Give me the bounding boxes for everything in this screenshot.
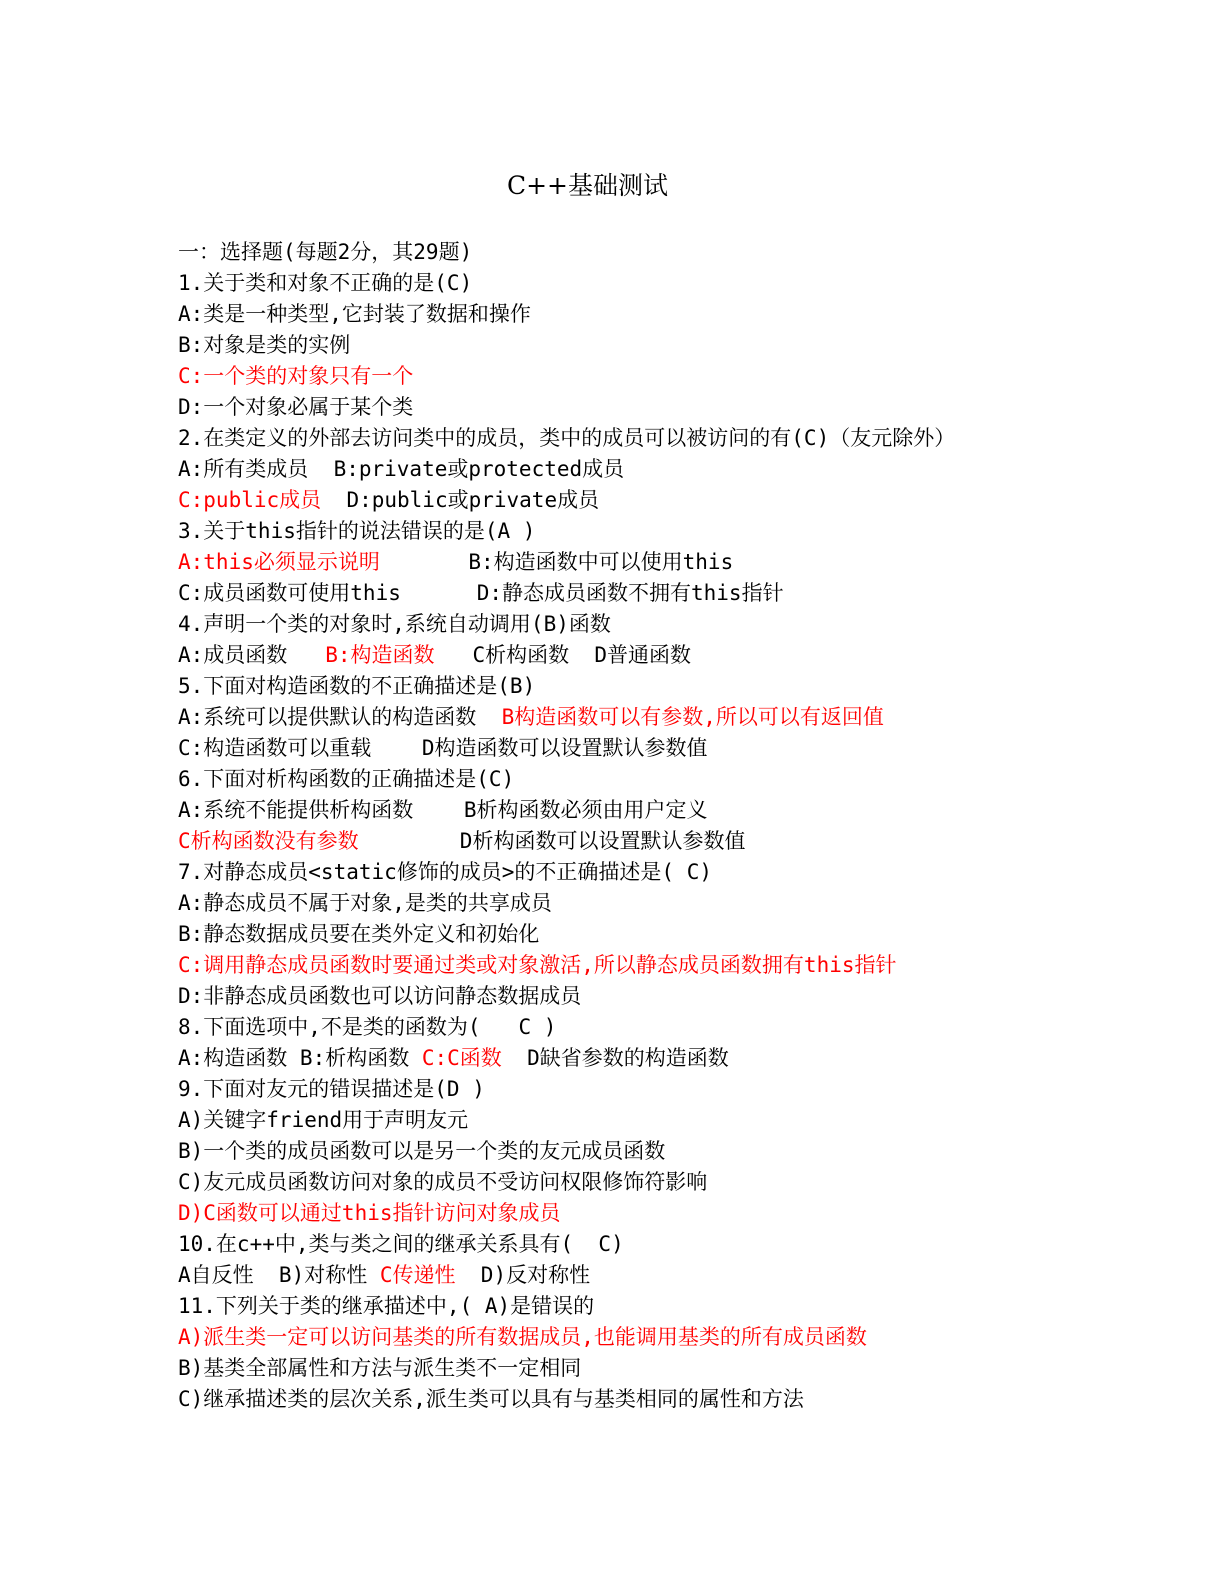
answer-highlight: A)派生类一定可以访问基类的所有数据成员,也能调用基类的所有成员函数 — [178, 1325, 867, 1349]
text-segment: B)一个类的成员函数可以是另一个类的友元成员函数 — [178, 1139, 666, 1163]
text-line — [178, 1012, 1178, 1043]
text-line — [178, 1291, 1178, 1322]
text-line — [178, 1043, 1178, 1074]
document-title: C++基础测试 — [506, 171, 669, 200]
text-line — [178, 702, 1178, 733]
question-list — [178, 237, 1178, 1415]
text-segment: A:所有类成员 B:private或protected成员 — [178, 457, 625, 481]
text-line — [178, 795, 1178, 826]
text-line — [178, 857, 1178, 888]
text-line — [178, 1136, 1178, 1167]
text-segment: C析构函数 D普通函数 — [434, 643, 692, 667]
text-segment: 4.声明一个类的对象时,系统自动调用(B)函数 — [178, 612, 611, 636]
text-line — [178, 485, 1178, 516]
text-segment: A自反性 B)对称性 — [178, 1263, 380, 1287]
text-line — [178, 919, 1178, 950]
answer-highlight: D)C函数可以通过this指针访问对象成员 — [178, 1201, 561, 1225]
text-line — [178, 578, 1178, 609]
text-segment: B:对象是类的实例 — [178, 333, 351, 357]
text-line — [178, 423, 1178, 454]
text-line — [178, 609, 1178, 640]
text-line — [178, 1260, 1178, 1291]
text-segment: D缺省参数的构造函数 — [501, 1046, 729, 1070]
text-segment: A)关键字friend用于声明友元 — [178, 1108, 469, 1132]
text-line — [178, 547, 1178, 578]
text-segment: D:非静态成员函数也可以访问静态数据成员 — [178, 984, 582, 1008]
text-segment: B:静态数据成员要在类外定义和初始化 — [178, 922, 540, 946]
text-segment: 7.对静态成员<static修饰的成员>的不正确描述是( C) — [178, 860, 713, 884]
text-line — [178, 454, 1178, 485]
text-segment: A:静态成员不属于对象,是类的共享成员 — [178, 891, 552, 915]
text-segment: 2.在类定义的外部去访问类中的成员，类中的成员可以被访问的有(C)（友元除外） — [178, 426, 956, 450]
answer-highlight: C传递性 — [379, 1263, 456, 1287]
text-line — [178, 671, 1178, 702]
text-line — [178, 392, 1178, 423]
text-line — [178, 237, 1178, 268]
text-line — [178, 733, 1178, 764]
text-line — [178, 1353, 1178, 1384]
text-line — [178, 888, 1178, 919]
text-line — [178, 330, 1178, 361]
text-line — [178, 268, 1178, 299]
text-segment: A:成员函数 — [178, 643, 326, 667]
text-line — [178, 950, 1178, 981]
answer-highlight: C析构函数没有参数 — [178, 829, 359, 853]
text-line — [178, 1105, 1178, 1136]
text-line — [178, 1229, 1178, 1260]
text-line — [178, 640, 1178, 671]
text-line — [178, 764, 1178, 795]
text-segment: 5.下面对构造函数的不正确描述是(B) — [178, 674, 536, 698]
text-line — [178, 826, 1178, 857]
text-line — [178, 1198, 1178, 1229]
text-segment: 11.下列关于类的继承描述中,( A)是错误的 — [178, 1294, 595, 1318]
text-line — [178, 1384, 1178, 1415]
text-segment: B:构造函数中可以使用this — [379, 550, 734, 574]
answer-highlight: A:this必须显示说明 — [178, 550, 380, 574]
text-line — [178, 299, 1178, 330]
text-segment: C:构造函数可以重载 D构造函数可以设置默认参数值 — [178, 736, 708, 760]
text-line — [178, 516, 1178, 547]
text-segment: D:public或private成员 — [321, 488, 600, 512]
text-line — [178, 1167, 1178, 1198]
answer-highlight: C:public成员 — [178, 488, 322, 512]
text-segment: 6.下面对析构函数的正确描述是(C) — [178, 767, 515, 791]
answer-highlight: B:构造函数 — [325, 643, 435, 667]
answer-highlight: C:C函数 — [421, 1046, 502, 1070]
text-segment: B)基类全部属性和方法与派生类不一定相同 — [178, 1356, 582, 1380]
text-line — [178, 1322, 1178, 1353]
text-segment: A:系统不能提供析构函数 B析构函数必须由用户定义 — [178, 798, 708, 822]
text-segment: A:构造函数 B:析构函数 — [178, 1046, 422, 1070]
text-segment: 9.下面对友元的错误描述是(D ) — [178, 1077, 485, 1101]
text-segment: C:成员函数可使用this D:静态成员函数不拥有this指针 — [178, 581, 784, 605]
answer-highlight: C:一个类的对象只有一个 — [178, 364, 414, 388]
text-segment: C)继承描述类的层次关系,派生类可以具有与基类相同的属性和方法 — [178, 1387, 804, 1411]
text-segment: 1.关于类和对象不正确的是(C) — [178, 271, 473, 295]
answer-highlight: C:调用静态成员函数时要通过类或对象激活,所以静态成员函数拥有this指针 — [178, 953, 897, 977]
answer-highlight: B构造函数可以有参数,所以可以有返回值 — [501, 705, 884, 729]
text-segment: 3.关于this指针的说法错误的是(A ) — [178, 519, 536, 543]
text-segment: D:一个对象必属于某个类 — [178, 395, 414, 419]
text-segment: 10.在c++中,类与类之间的继承关系具有( C) — [178, 1232, 624, 1256]
text-segment: A:类是一种类型,它封装了数据和操作 — [178, 302, 531, 326]
text-segment: 8.下面选项中,不是类的函数为( C ) — [178, 1015, 557, 1039]
text-line — [178, 361, 1178, 392]
text-segment: C)友元成员函数访问对象的成员不受访问权限修饰符影响 — [178, 1170, 708, 1194]
text-segment: 一：选择题(每题2分，其29题) — [178, 240, 473, 264]
text-segment: D析构函数可以设置默认参数值 — [358, 829, 746, 853]
text-segment: D)反对称性 — [455, 1263, 591, 1287]
text-line — [178, 1074, 1178, 1105]
text-segment: A:系统可以提供默认的构造函数 — [178, 705, 502, 729]
text-line — [178, 981, 1178, 1012]
